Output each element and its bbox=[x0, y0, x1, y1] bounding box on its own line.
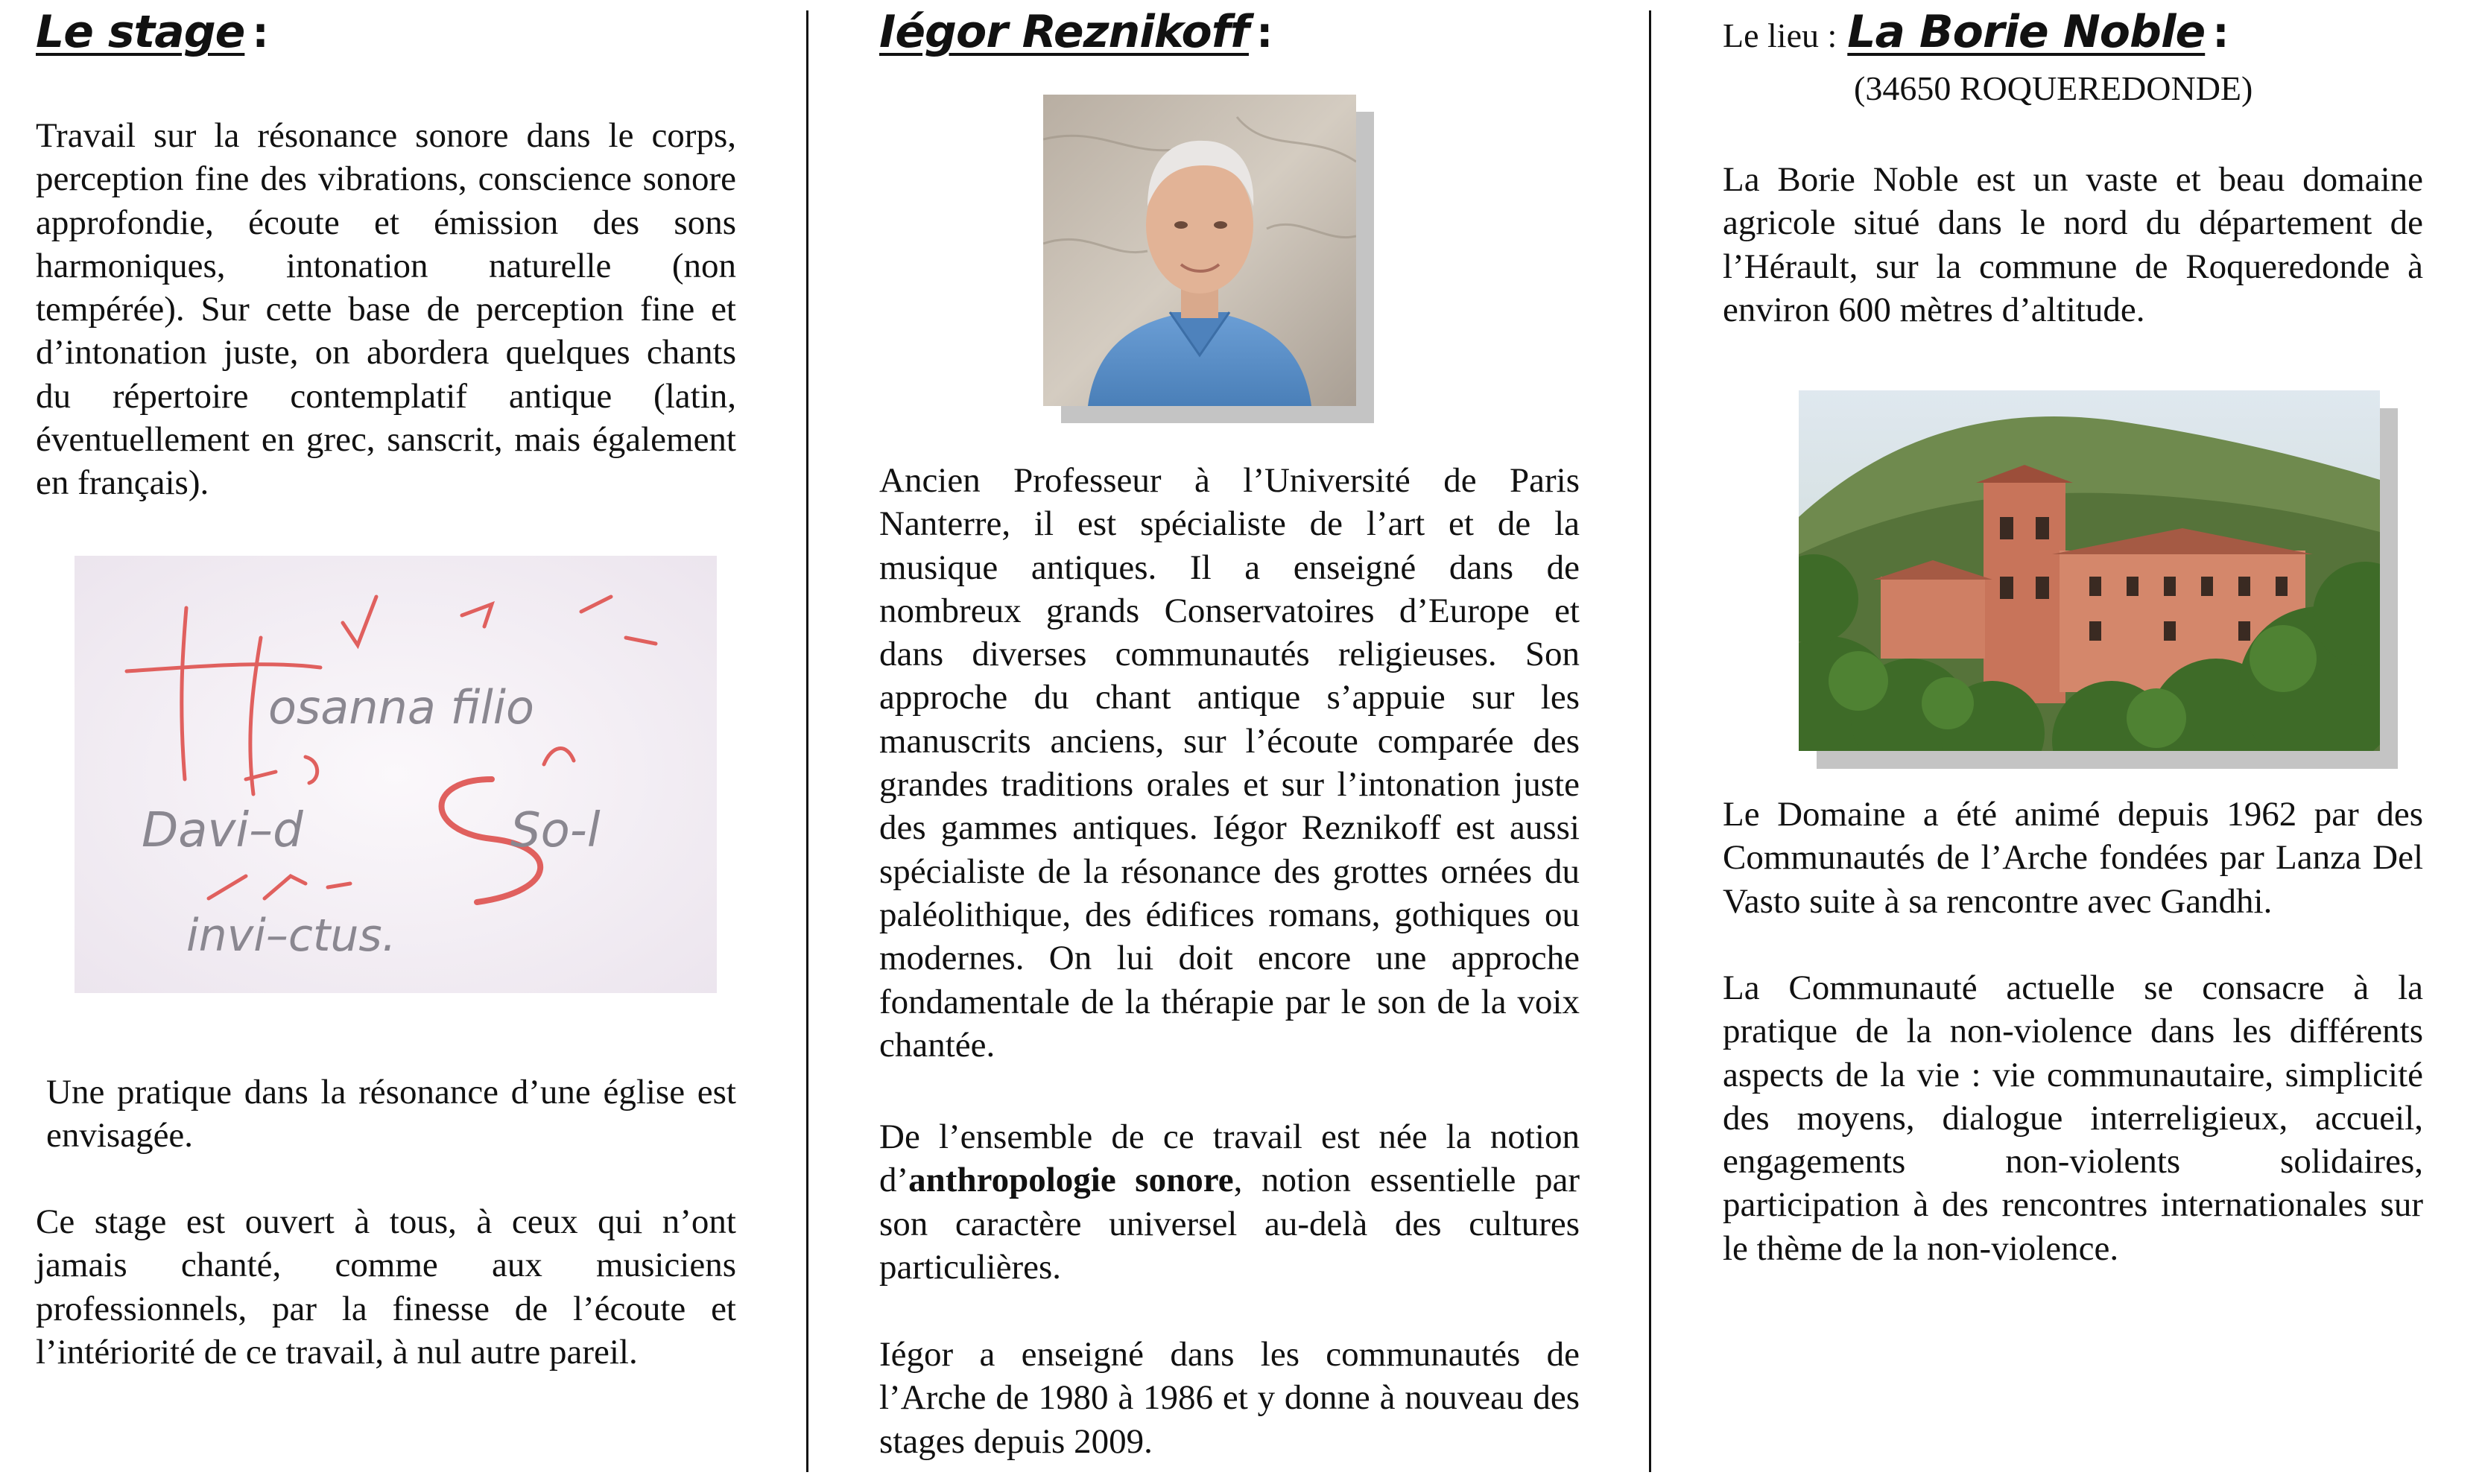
column-stage bbox=[36, 0, 736, 1484]
handwriting-line-2a: Davi–d bbox=[142, 803, 303, 858]
reznikoff-paragraph-3: Iégor a enseigné dans les communautés de l’Arche de 1980 à 1986 et y donne à nouveau des stages depuis 2009. bbox=[879, 1335, 1580, 1461]
column-reznikoff bbox=[879, 0, 1580, 1484]
lieu-heading-colon: : bbox=[2212, 9, 2229, 57]
tower-window-2 bbox=[2036, 517, 2049, 539]
tower-window-4 bbox=[2036, 577, 2049, 599]
column-divider-right bbox=[1649, 10, 1651, 1472]
reznikoff-para2-before: De l’ensemble de ce travail est née la notion d’ bbox=[879, 1117, 1580, 1200]
handwriting-line-1: osanna filio bbox=[268, 680, 534, 735]
tower-window-1 bbox=[2000, 517, 2013, 539]
lieu-paragraph-3: La Communauté actuelle se consacre à la pratique de la non-violence dans les différents aspects de la vie : vie communautaire, simplicité des moyens, dialogue interreligieux, accueil, engagements non-violents solidaires, participation à des rencontres internationales sur le thème de la non-violence. bbox=[1723, 968, 2423, 1268]
handwriting-illustration bbox=[75, 556, 717, 993]
reznikoff-paragraph-2 bbox=[879, 1115, 1580, 1289]
reznikoff-heading-title: Iégor Reznikoff bbox=[879, 6, 1249, 58]
stage-heading-title: Le stage bbox=[36, 6, 245, 58]
stage-heading bbox=[36, 6, 269, 58]
portrait-photo bbox=[1043, 95, 1356, 406]
lieu-paragraph-1: La Borie Noble est un vaste et beau domaine agricole situé dans le nord du département de l’Hérault, sur la commune de Roqueredonde à environ 600 mètres d’altitude. bbox=[1723, 160, 2423, 329]
handwriting-line-2b: So-l bbox=[510, 803, 601, 858]
tower-window-3 bbox=[2000, 577, 2013, 599]
handwriting-line-3: invi–ctus. bbox=[186, 910, 396, 962]
domain-photo bbox=[1799, 390, 2380, 751]
stage-heading-colon: : bbox=[252, 9, 269, 57]
portrait-illustration bbox=[1043, 95, 1356, 406]
lieu-heading bbox=[1723, 6, 2229, 58]
reznikoff-heading-colon: : bbox=[1256, 9, 1273, 57]
lieu-paragraph-2: Le Domaine a été animé depuis 1962 par des Communautés de l’Arche fondées par Lanza Del Vasto suite à sa rencontre avec Gandhi. bbox=[1723, 795, 2423, 921]
tower bbox=[1984, 480, 2065, 703]
anthropologie-sonore-bold: anthropologie sonore bbox=[908, 1161, 1234, 1200]
reznikoff-para2-after: , notion essentielle par son caractère universel au-delà des cultures particulières. bbox=[879, 1161, 1580, 1287]
lieu-heading-title: La Borie Noble bbox=[1847, 6, 2206, 58]
stage-paragraph-3: Ce stage est ouvert à tous, à ceux qui n’ont jamais chanté, comme aux musiciens professionnels, par la finesse de l’écoute et l’intériorité de ce travail, à nul autre pareil. bbox=[36, 1202, 736, 1372]
left-eye bbox=[1174, 221, 1188, 229]
stage-paragraph-1: Travail sur la résonance sonore dans le corps, perception fine des vibrations, conscience sonore approfondie, écoute et émission des sons harmoniques, intonation naturelle (non tempérée). Sur cette base de perception fine et d’intonation juste, on abordera quelques chants du répertoire contemplatif antique (latin, éventuellement en grec, sanscrit, mais également en français). bbox=[36, 116, 736, 503]
handwriting-photo bbox=[75, 556, 717, 993]
column-lieu bbox=[1723, 0, 2423, 1484]
domain-illustration bbox=[1799, 390, 2380, 751]
left-wing bbox=[1881, 577, 1985, 659]
right-eye bbox=[1214, 221, 1227, 229]
stage-paragraph-2: Une pratique dans la résonance d’une église est envisagée. bbox=[46, 1073, 736, 1155]
reznikoff-heading bbox=[879, 6, 1273, 58]
lieu-address: (34650 ROQUEREDONDE) bbox=[1854, 69, 2253, 107]
lieu-label: Le lieu : bbox=[1723, 16, 1837, 54]
column-divider-left bbox=[806, 10, 808, 1472]
reznikoff-paragraph-1: Ancien Professeur à l’Université de Paris Nanterre, il est spécialiste de l’art et de la musique antiques. Il a enseigné dans de nombreux grands Conservatoires d’Europe et dans diverses communautés religieuses. Son approche du chant antique s’appuie sur les manuscrits anciens, sur l’écoute comparée des grandes traditions orales et sur l’intonation juste des gammes antiques. Iégor Reznikoff est aussi spécialiste de la résonance des grottes ornées du paléolithique, des édifices romans, gothiques ou modernes. On lui doit encore une approche fondamentale de la thérapie par le son de la voix chantée. bbox=[879, 461, 1580, 1065]
